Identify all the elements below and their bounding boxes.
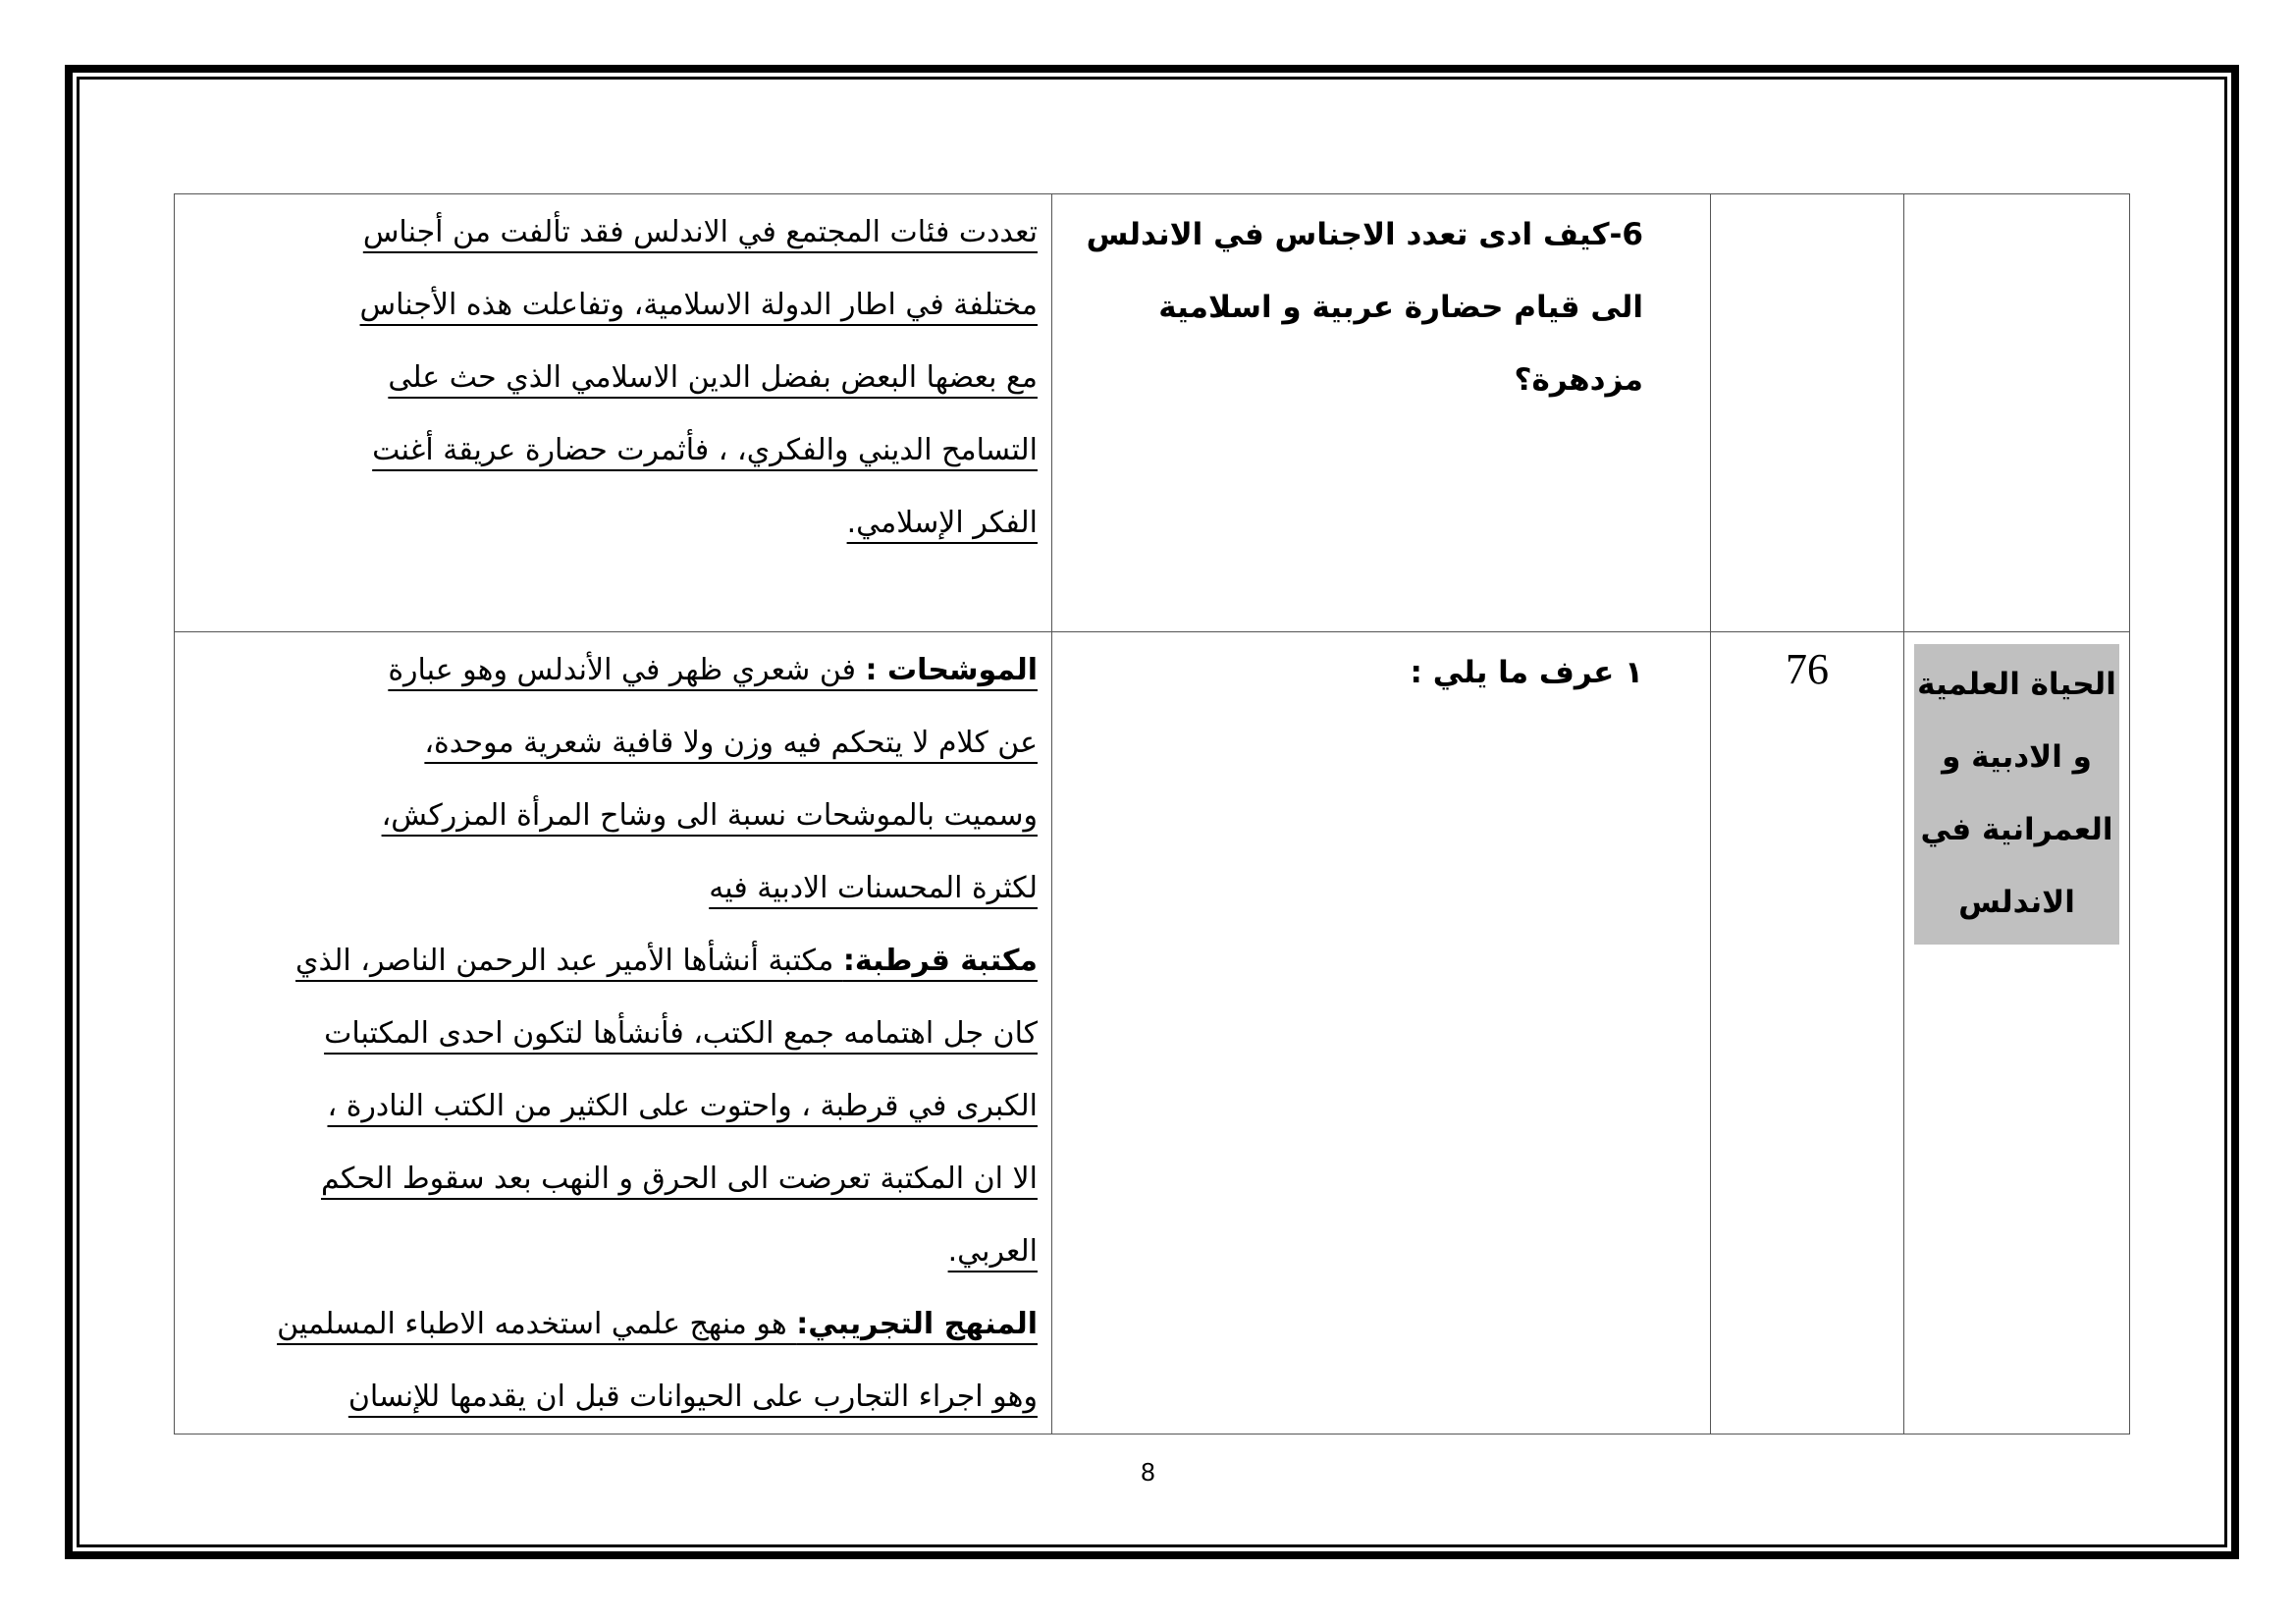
answer-line: مع بعضها البعض بفضل الدين الاسلامي الذي حث على [388,360,1038,395]
definition-line: الا ان المكتبة تعرضت الى الحرق و النهب بعد سقوط الحكم [320,1162,1038,1196]
answer-text [175,194,1051,560]
page-footer-number: 8 [1141,1457,1155,1487]
definition-first-line [188,634,1038,707]
question-text: ١ عرف ما يلي : [1410,655,1643,690]
definition-line: وهو اجراء التجارب على الحيوانات قبل ان يقدمها للإنسان [347,1380,1038,1414]
question-cell [1052,194,1711,632]
definition-term: مكتبة قرطبة: [842,944,1038,978]
table-row [175,632,2130,1435]
topic-heading: الحياة العلمية و الادبية و العمرانية في الاندلس [1914,644,2119,945]
definition-line: لكثرة المحسنات الادبية فيه [709,871,1038,905]
definition-line: كان جل اهتمامه جمع الكتب، فأنشأها لتكون احدى المكتبات [324,1016,1038,1051]
definitions-list [175,632,1051,1434]
definition-first-line [188,925,1038,998]
page-cell [1711,194,1904,632]
table-row [175,194,2130,632]
definition-term: المنهج التجريبي: [796,1307,1038,1341]
definition-text: هو منهج علمي استخدمه الاطباء المسلمين [277,1307,797,1341]
question-cell [1052,632,1711,1435]
answer-line: التسامح الديني والفكري، ، فأثمرت حضارة عريقة أغنت [372,433,1038,467]
definition-term: الموشحات : [865,653,1038,687]
answer-cell [175,194,1052,632]
page-cell [1711,632,1904,1435]
topic-cell [1904,194,2130,632]
answer-line: الفكر الإسلامي. [846,506,1038,540]
definition-line: الكبرى في قرطبة ، واحتوت على الكثير من الكتب النادرة ، [327,1089,1038,1123]
question-text: 6-كيف ادى تعدد الاجناس في الاندلس الى قيام حضارة عربية و اسلامية مزدهرة؟ [1086,217,1643,398]
definition-text: مكتبة أنشأها الأمير عبد الرحمن الناصر، الذي [295,944,843,978]
answer-line: مختلفة في اطار الدولة الاسلامية، وتفاعلت هذه الأجناس [359,288,1038,322]
lesson-table [174,193,2130,1435]
definition-first-line [188,1288,1038,1361]
topic-cell [1904,632,2130,1435]
answer-line: تعددت فئات المجتمع في الاندلس فقد تألفت من أجناس [362,215,1038,249]
definition-line: وسميت بالموشحات نسبة الى وشاح المرأة المزركش، [381,798,1038,833]
page-number: 76 [1786,645,1829,693]
definition-line: عن كلام لا يتحكم فيه وزن ولا قافية شعرية موحدة، [424,726,1038,760]
definition-text: فن شعري ظهر في الأندلس وهو عبارة [388,653,866,687]
definition-line: العربي. [947,1234,1038,1269]
answer-cell [175,632,1052,1435]
